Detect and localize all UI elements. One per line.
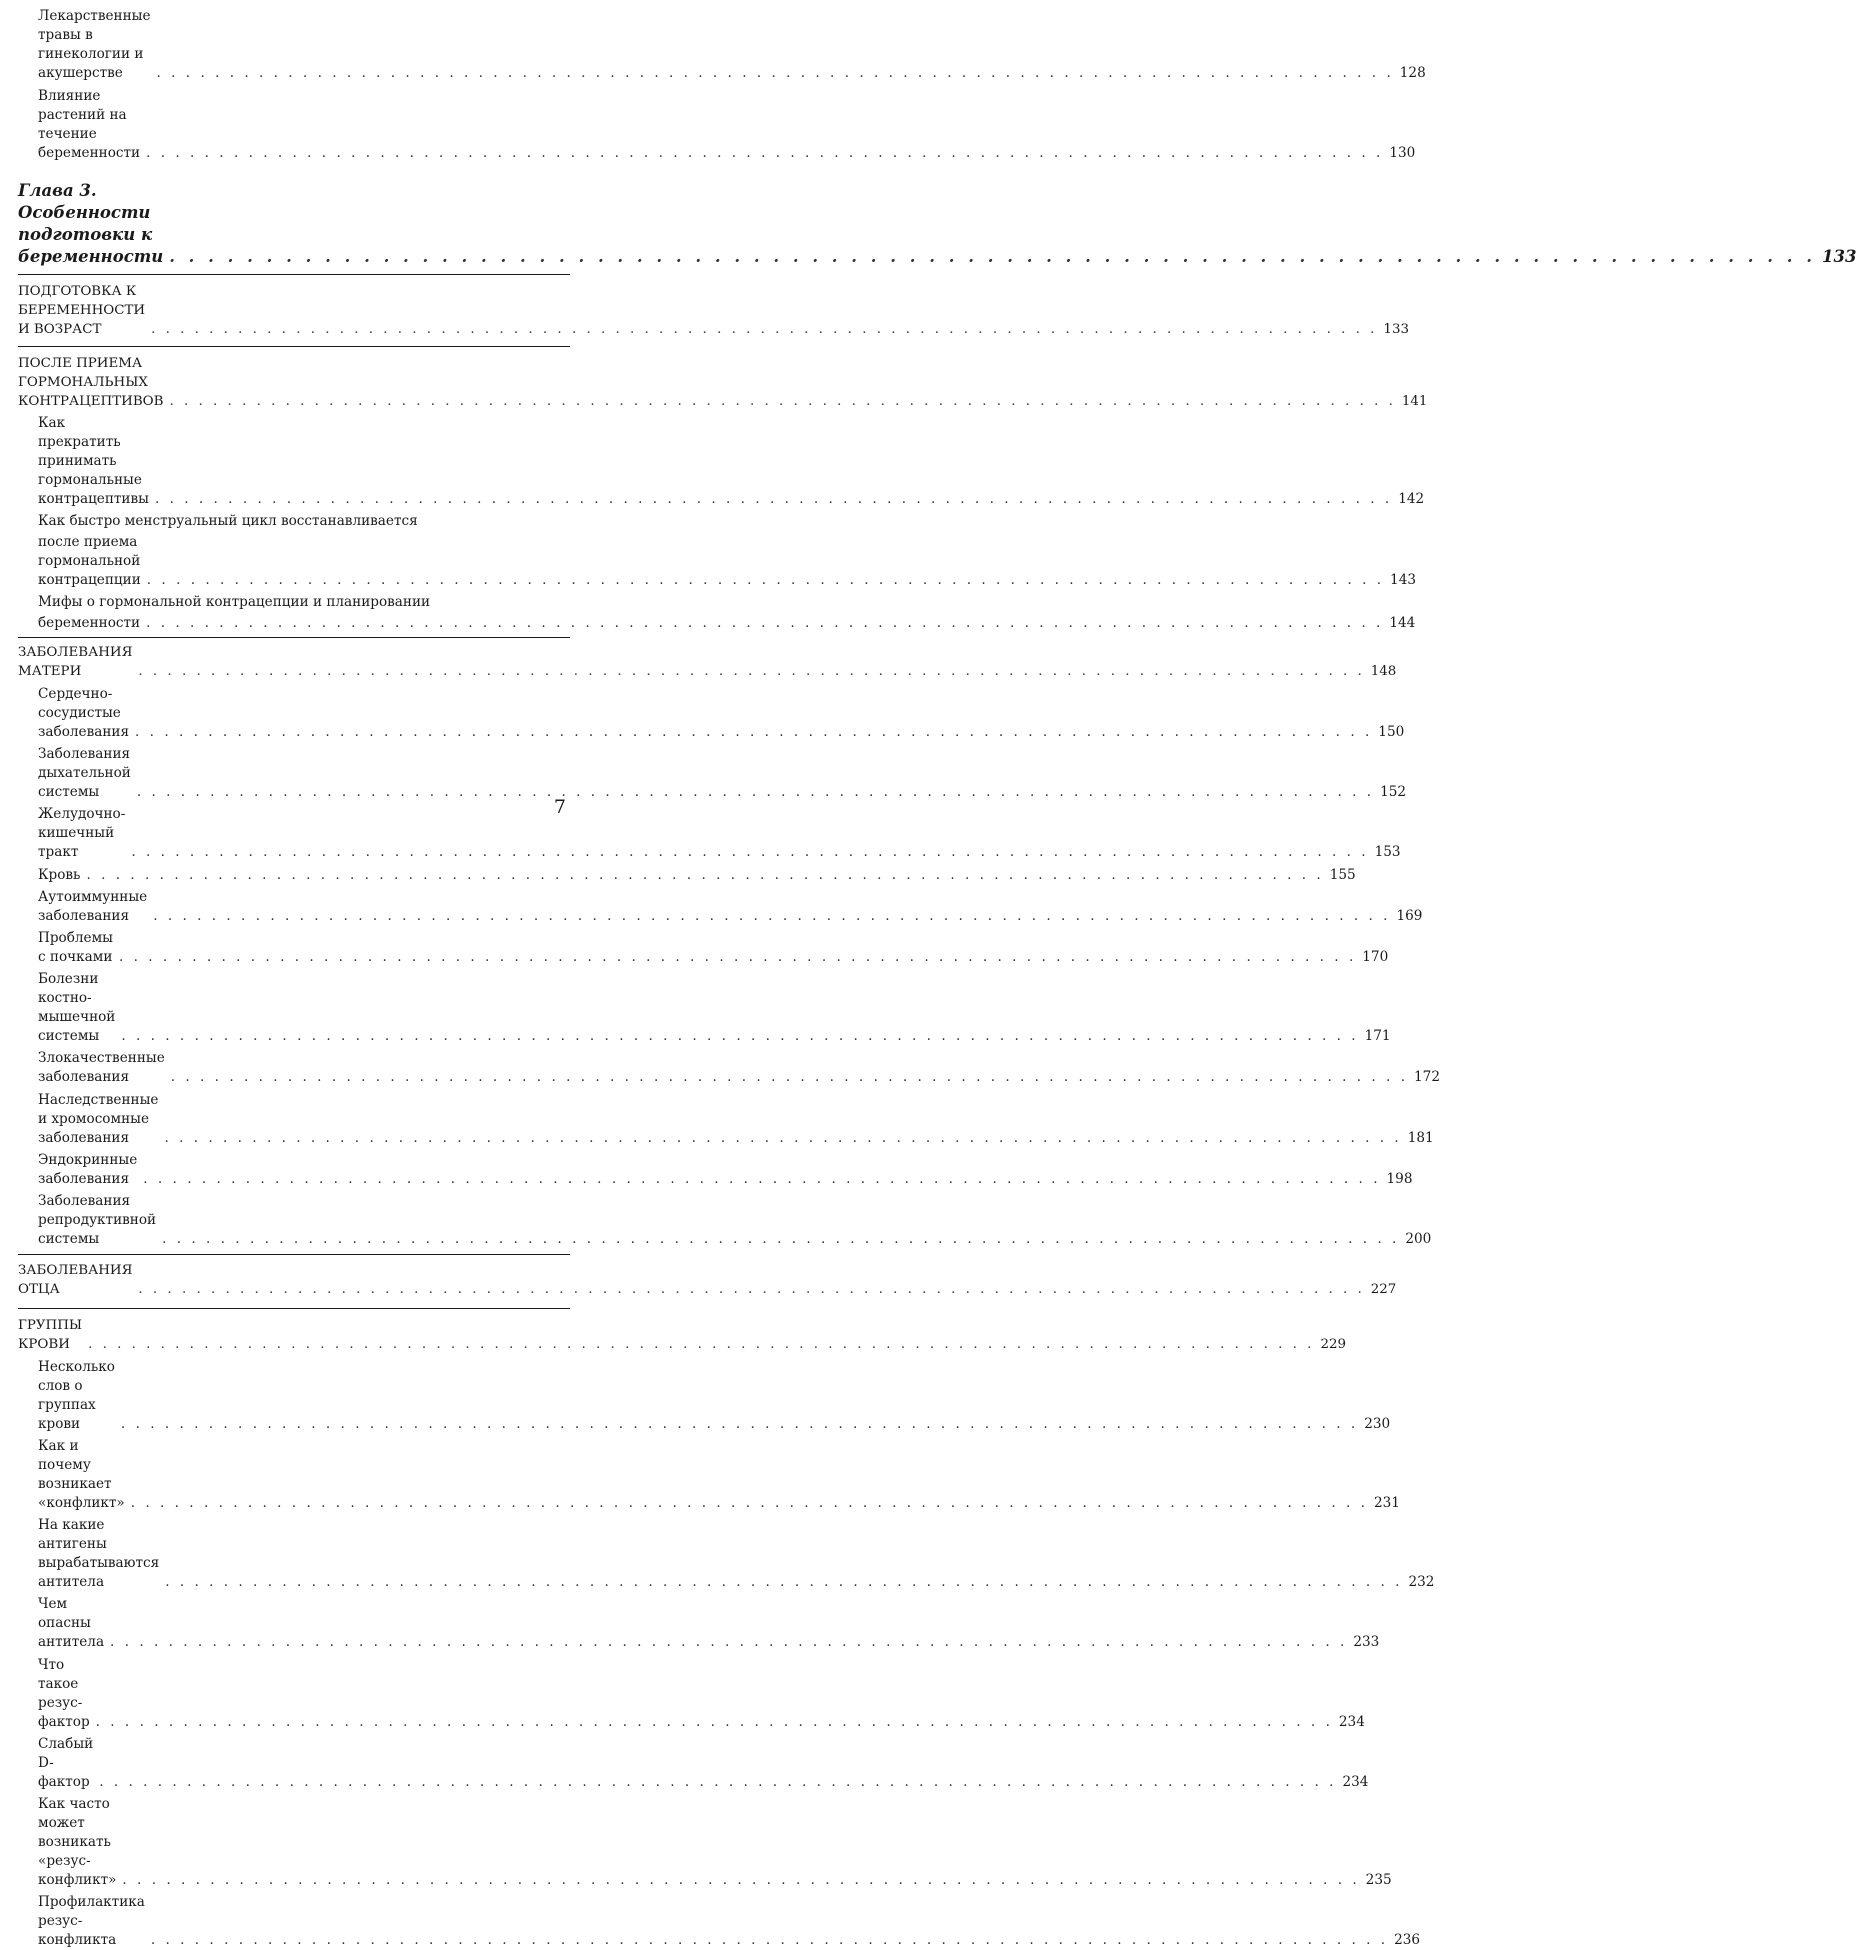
dot-leader (131, 1494, 1368, 1513)
toc-entry-title: Несколько слов о группах крови (38, 1358, 115, 1432)
toc-entry[interactable] (18, 866, 1356, 885)
section-title: ПОДГОТОВКА К БЕРЕМЕННОСТИ И ВОЗРАСТ (18, 284, 146, 337)
table-of-contents (18, 0, 1856, 1950)
toc-entry-title: Сердечно-сосудистые заболевания (38, 686, 130, 740)
toc-entry[interactable] (18, 1893, 1421, 1950)
dot-leader (131, 843, 1368, 862)
toc-entry-page: 171 (1364, 1028, 1391, 1045)
toc-entry-page: 234 (1338, 1713, 1365, 1730)
toc-entry-page: 232 (1408, 1574, 1435, 1591)
toc-entry-title-line2: после приема гормональной контрацепции (38, 534, 141, 588)
section-heading[interactable] (18, 354, 1428, 411)
dot-leader (171, 1068, 1408, 1087)
dot-leader (162, 1230, 1399, 1249)
section-page: 133 (1383, 322, 1409, 337)
toc-entry-title: Что такое резус-фактор (38, 1656, 90, 1730)
toc-entry-page: 143 (1390, 572, 1416, 588)
dot-leader (164, 1129, 1401, 1148)
dot-leader (96, 1713, 1333, 1732)
dot-leader (121, 1415, 1358, 1434)
toc-entry[interactable] (18, 745, 1407, 802)
section-title: ПОСЛЕ ПРИЕМА ГОРМОНАЛЬНЫХ КОНТРАЦЕПТИВОВ (18, 356, 164, 409)
toc-entry-title: Чем опасны антитела (38, 1596, 105, 1651)
toc-entry-title: Как и почему возникает «конфликт» (38, 1438, 125, 1512)
dot-leader (153, 907, 1390, 926)
toc-entry[interactable] (18, 1595, 1380, 1652)
toc-entry-page: 152 (1380, 784, 1407, 801)
dot-leader (119, 948, 1356, 967)
toc-entry-title: Кровь (38, 866, 81, 883)
section-page: 227 (1370, 1281, 1397, 1297)
toc-entry-page: 234 (1342, 1773, 1369, 1790)
section-title: ЗАБОЛЕВАНИЯ МАТЕРИ (18, 645, 133, 679)
dot-leader (157, 64, 1394, 83)
toc-entry-page: 236 (1394, 1932, 1421, 1949)
dot-leader (151, 320, 1377, 339)
section-title: ЗАБОЛЕВАНИЯ ОТЦА (18, 1262, 133, 1297)
toc-entry-title: Аутоиммунные заболевания (38, 888, 148, 924)
page-number: 7 (553, 796, 566, 818)
toc-entry[interactable] (18, 1049, 1440, 1087)
toc-entry-title: Как часто может возникать «резус-конфликт» (38, 1796, 117, 1888)
toc-entry-title: На какие антигены вырабатываются антитела (38, 1517, 160, 1591)
toc-entry-title-line1: Как быстро менструальный цикл восстанавливается (38, 513, 418, 529)
toc-entry-title: Заболевания репродуктивной системы (38, 1192, 157, 1247)
dot-leader (122, 1871, 1359, 1890)
dot-leader (137, 783, 1374, 802)
toc-entry[interactable] (18, 414, 1425, 509)
chapter-page: 133 (1822, 247, 1856, 266)
toc-entry[interactable] (18, 685, 1405, 742)
toc-entry-title: Профилактика резус-конфликта (38, 1894, 145, 1949)
toc-entry-page: 128 (1399, 65, 1426, 81)
toc-entry[interactable] (18, 1516, 1435, 1592)
toc-entry-title-line2: беременности (38, 615, 141, 631)
section-heading[interactable] (18, 643, 1397, 681)
toc-entry[interactable] (18, 970, 1391, 1046)
dot-leader (146, 614, 1383, 633)
toc-entry-page: 169 (1396, 907, 1423, 924)
section-heading[interactable] (18, 1261, 1397, 1299)
toc-entry-page: 231 (1374, 1495, 1400, 1512)
dot-leader (121, 1027, 1358, 1046)
toc-entry[interactable] (18, 1795, 1392, 1890)
toc-entry-page: 172 (1414, 1069, 1440, 1086)
chapter-title: Глава 3. Особенности подготовки к беременности (18, 181, 164, 266)
dot-leader (99, 1773, 1336, 1792)
toc-entry[interactable] (18, 1358, 1391, 1434)
dot-leader (135, 723, 1372, 742)
dot-leader (143, 1170, 1380, 1189)
toc-entry-page: 142 (1398, 491, 1425, 507)
toc-entry-page: 235 (1365, 1872, 1392, 1888)
toc-entry-title: Желудочно-кишечный тракт (38, 806, 126, 861)
dot-leader (170, 392, 1396, 411)
section-heading[interactable] (18, 1316, 1347, 1354)
toc-entry-title-line1: Мифы о гормональной контрацепции и планировании (38, 594, 431, 610)
dot-leader (169, 246, 1816, 268)
toc-entry-title: Заболевания дыхательной системы (38, 746, 131, 801)
dot-leader (86, 866, 1323, 885)
section-title: ГРУППЫ КРОВИ (18, 1317, 83, 1352)
toc-entry[interactable] (18, 1151, 1413, 1189)
toc-entry-page: 233 (1353, 1634, 1380, 1651)
toc-entry-page: 130 (1389, 145, 1416, 161)
section-page: 148 (1370, 664, 1397, 679)
dot-leader (165, 1573, 1402, 1592)
dot-leader (146, 144, 1383, 163)
toc-entry-title: Слабый D-фактор (38, 1735, 94, 1790)
dot-leader (138, 662, 1364, 681)
chapter-heading[interactable] (18, 180, 1856, 268)
toc-entry[interactable] (18, 805, 1401, 862)
toc-entry-title: Влияние растений на течение беременности (38, 88, 141, 161)
section-page: 141 (1401, 394, 1428, 409)
toc-entry[interactable] (18, 1192, 1432, 1249)
dot-leader (88, 1335, 1314, 1354)
toc-entry-page: 153 (1374, 844, 1401, 861)
toc-entry-page: 200 (1405, 1230, 1432, 1247)
toc-entry[interactable] (18, 1437, 1400, 1513)
toc-entry-page: 230 (1364, 1415, 1391, 1432)
toc-entry-page: 155 (1329, 866, 1356, 883)
toc-entry-multiline[interactable] (18, 512, 1416, 590)
toc-entry[interactable] (18, 1656, 1365, 1732)
toc-entry[interactable] (18, 7, 1426, 83)
toc-entry[interactable] (18, 1735, 1369, 1792)
toc-entry-page: 181 (1407, 1129, 1434, 1146)
toc-entry-title: Злокачественные заболевания (38, 1050, 165, 1086)
dot-leader (151, 1931, 1388, 1950)
toc-entry-page: 170 (1362, 948, 1389, 965)
toc-entry-title: Лекарственные травы в гинекологии и акушерстве (38, 8, 151, 81)
dot-leader (147, 571, 1384, 590)
toc-entry-title: Проблемы с почками (38, 929, 113, 965)
toc-entry-page: 144 (1389, 615, 1416, 631)
toc-entry-multiline[interactable] (18, 593, 1416, 633)
toc-entry[interactable] (18, 929, 1389, 967)
section-page: 229 (1320, 1336, 1347, 1352)
toc-entry-page: 150 (1378, 724, 1405, 740)
toc-entry-title: Наследственные и хромосомные заболевания (38, 1091, 159, 1146)
toc-entry[interactable] (18, 888, 1423, 926)
dot-leader (138, 1280, 1364, 1299)
section-heading[interactable] (18, 282, 1409, 339)
toc-entry-title: Эндокринные заболевания (38, 1151, 138, 1187)
toc-entry-title: Как прекратить принимать гормональные контрацептивы (38, 415, 149, 507)
dot-leader (155, 490, 1392, 509)
toc-entry[interactable] (18, 87, 1416, 163)
toc-entry[interactable] (18, 1091, 1434, 1148)
toc-entry-title: Болезни костно-мышечной системы (38, 971, 116, 1045)
dot-leader (110, 1633, 1347, 1652)
toc-entry-page: 198 (1386, 1170, 1413, 1187)
